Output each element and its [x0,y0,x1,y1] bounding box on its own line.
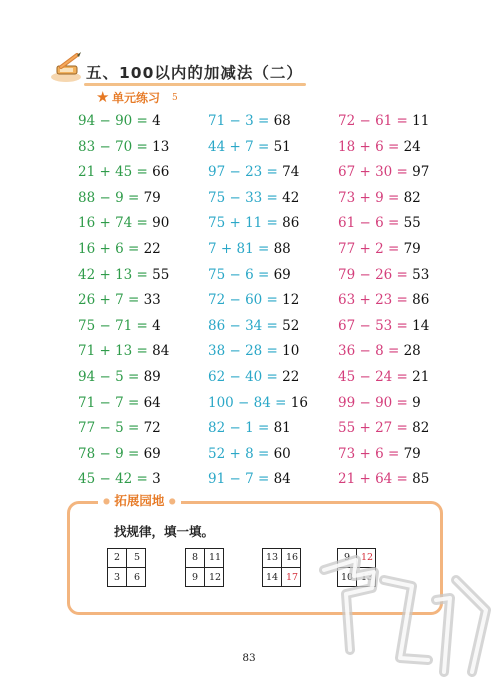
problem-row [338,188,429,214]
problem-row [338,444,429,470]
problem-row [338,341,429,367]
equation-text: 18 + 6 = [338,138,400,155]
answer-text: 55 [152,266,170,283]
problem-row [78,162,169,188]
equation-text: 72 − 61 = [338,113,408,129]
answer-text: 51 [273,138,291,155]
answer-text: 10 [282,343,300,360]
equation-text: 72 − 60 = [208,292,278,309]
problem-row [338,367,429,393]
equation-text: 42 + 13 = [78,266,148,283]
problem-row [208,137,308,163]
answer-text: 85 [412,471,430,488]
answer-text: 79 [143,189,161,206]
problem-column-3 [338,111,429,495]
answer-text: 21 [412,368,430,385]
answer-text: 79 [403,445,421,462]
problem-row [78,393,169,419]
answer-text: 90 [152,215,170,232]
grid-cell: 12 [208,572,222,583]
equation-text: 67 + 30 = [338,164,408,181]
section-title: 五、100以内的加减法（二） [86,64,303,82]
equation-text: 79 − 26 = [338,266,408,283]
problem-row [338,316,429,342]
title-dot-icon: ● [168,496,176,506]
equation-text: 73 + 6 = [338,445,400,462]
problem-row [208,418,308,444]
problem-row [208,469,308,495]
number-grid [107,548,146,587]
problem-row [338,213,429,239]
answer-text: 69 [143,445,161,462]
equation-text: 16 + 74 = [78,215,148,232]
equation-text: 75 − 71 = [78,317,148,334]
equation-text: 52 + 8 = [208,445,270,462]
answer-text: 4 [152,317,161,334]
equation-text: 100 − 84 = [208,394,287,411]
grid-cell: 10 [340,572,354,583]
grid-cell: 9 [191,572,199,583]
equation-text: 78 − 9 = [78,445,140,462]
problem-row [78,265,169,291]
grid-cell: 8 [191,552,199,563]
problem-row [208,316,308,342]
answer-text: 69 [273,266,291,283]
equation-text: 63 + 23 = [338,292,408,309]
answer-text: 84 [273,471,291,488]
problem-row [78,213,169,239]
equation-text: 7 + 81 = [208,240,270,257]
problem-row [78,111,169,137]
grid-cell: 9 [343,552,351,563]
answer-text: 22 [282,368,300,385]
equation-text: 77 − 5 = [78,420,140,437]
problem-row [208,162,308,188]
extension-title-text: 拓展园地 [114,493,165,508]
section-header [44,52,306,88]
extension-instruction: 找规律，填一填。 [114,524,215,539]
problem-row [338,418,429,444]
equation-text: 71 − 3 = [208,113,270,129]
problem-row [338,239,429,265]
answer-text: 88 [273,240,291,257]
page-number: 83 [242,652,256,664]
equation-text: 67 − 53 = [338,317,408,334]
answer-text: 66 [152,164,170,181]
equation-text: 88 − 9 = [78,189,140,206]
equation-text: 71 − 7 = [78,394,140,411]
answer-text: 33 [143,292,161,309]
answer-text: 81 [273,420,291,437]
answer-text: 86 [282,215,300,232]
equation-text: 26 + 7 = [78,292,140,309]
equation-text: 44 + 7 = [208,138,270,155]
grid-cell: 14 [265,572,279,583]
problem-column-1 [78,111,169,495]
pencil-icon [48,52,84,84]
grid-cell: 2 [113,552,121,563]
problem-row [338,469,429,495]
problem-row [208,290,308,316]
answer-text: 55 [403,215,421,232]
answer-text: 4 [152,113,161,129]
number-grid [185,548,224,587]
answer-text: 89 [143,368,161,385]
problem-row [78,341,169,367]
equation-text: 71 + 13 = [78,343,148,360]
equation-text: 61 − 6 = [338,215,400,232]
equation-text: 45 − 24 = [338,368,408,385]
problem-row [338,137,429,163]
grid-divider [186,567,223,568]
equation-text: 73 + 9 = [338,189,400,206]
answer-text: 68 [273,113,291,129]
equation-text: 16 + 6 = [78,240,140,257]
equation-text: 21 + 64 = [338,471,408,488]
problem-row [208,239,308,265]
answer-text: 72 [143,420,161,437]
answer-text: 14 [412,317,430,334]
problem-row [338,290,429,316]
grid-cell: 16 [285,552,299,563]
answer-text: 13 [152,138,170,155]
problem-row [78,290,169,316]
answer-text: 60 [273,445,291,462]
equation-text: 75 − 33 = [208,189,278,206]
equation-text: 83 − 70 = [78,138,148,155]
equation-text: 99 − 90 = [338,394,408,411]
equation-text: 94 − 90 = [78,113,148,129]
answer-text: 11 [412,113,430,129]
grid-cell: 6 [133,572,141,583]
grid-divider [263,567,300,568]
answer-text: 82 [403,189,421,206]
answer-text: 22 [143,240,161,257]
answer-text: 97 [412,164,430,181]
star-icon: ★ [96,88,110,106]
grid-cell: 13 [360,572,374,583]
extension-title [98,491,181,512]
problem-row [78,316,169,342]
equation-text: 86 − 34 = [208,317,278,334]
equation-text: 36 − 8 = [338,343,400,360]
answer-text: 84 [152,343,170,360]
equation-text: 91 − 7 = [208,471,270,488]
equation-text: 62 − 40 = [208,368,278,385]
grid-cell: 17 [285,572,299,583]
problem-row [78,367,169,393]
answer-text: 3 [152,471,161,488]
equation-text: 97 − 23 = [208,164,278,181]
problem-row [338,162,429,188]
answer-text: 16 [290,394,308,411]
problem-row [338,111,429,137]
grid-divider [108,567,145,568]
answer-text: 64 [143,394,161,411]
problem-row [208,367,308,393]
number-grid [262,548,301,587]
problem-column-2 [208,111,308,495]
equation-text: 75 − 6 = [208,266,270,283]
equation-text: 75 + 11 = [208,215,278,232]
grid-cell: 13 [265,552,279,563]
problem-row [78,239,169,265]
problem-row [208,265,308,291]
answer-text: 24 [403,138,421,155]
problem-row [78,418,169,444]
answer-text: 9 [412,394,421,411]
answer-text: 79 [403,240,421,257]
problem-row [208,444,308,470]
subheading-mark: 5 [172,93,178,103]
problem-row [78,444,169,470]
equation-text: 55 + 27 = [338,420,408,437]
problem-row [208,111,308,137]
answer-text: 28 [403,343,421,360]
problem-row [78,137,169,163]
grid-cell: 11 [208,552,222,563]
answer-text: 12 [282,292,300,309]
title-dot-icon: ● [103,496,110,506]
equation-text: 45 − 42 = [78,471,148,488]
problem-row [208,213,308,239]
problem-row [208,341,308,367]
equation-text: 94 − 5 = [78,368,140,385]
equation-text: 38 − 28 = [208,343,278,360]
answer-text: 86 [412,292,430,309]
grid-cell: 12 [360,552,374,563]
answer-text: 82 [412,420,430,437]
problem-row [338,265,429,291]
grid-cell: 5 [133,552,141,563]
equation-text: 77 + 2 = [338,240,400,257]
problem-row [208,188,308,214]
problem-row [208,393,308,419]
problem-row [78,188,169,214]
answer-text: 53 [412,266,430,283]
subheading-label: 单元练习 [112,91,161,105]
grid-cell: 3 [113,572,121,583]
equation-text: 82 − 1 = [208,420,270,437]
answer-text: 52 [282,317,300,334]
answer-text: 42 [282,189,300,206]
equation-text: 21 + 45 = [78,164,148,181]
problem-row [338,393,429,419]
title-underline [84,83,306,86]
answer-text: 74 [282,164,300,181]
